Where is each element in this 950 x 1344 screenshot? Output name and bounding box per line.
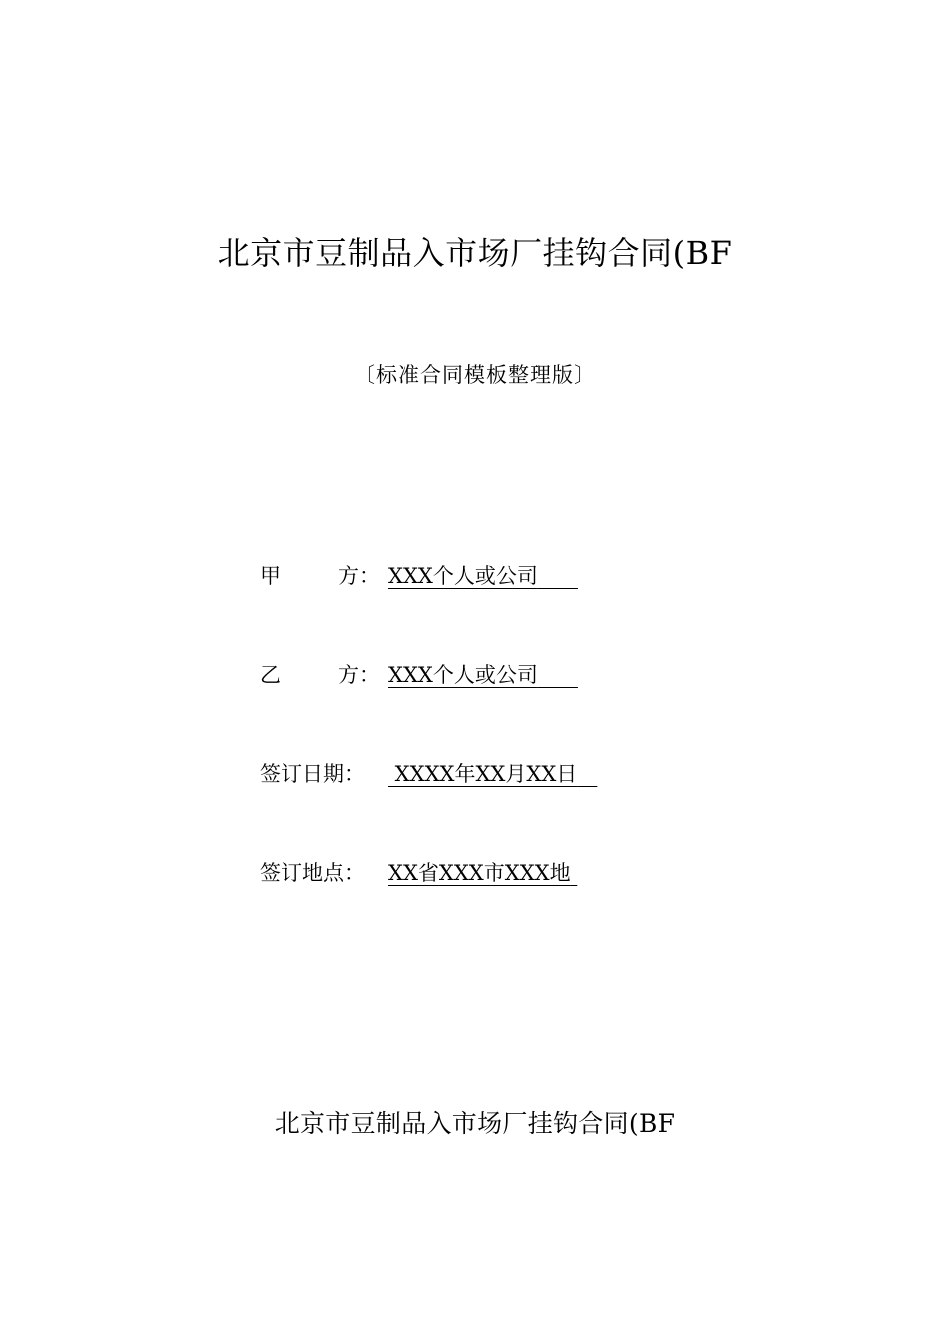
- party-a-label-char: 甲: [260, 564, 281, 588]
- footer-title: 北京市豆制品入市场厂挂钩合同(BF: [274, 1109, 676, 1138]
- party-a-value: [388, 559, 578, 593]
- party-a-field: [260, 559, 578, 593]
- signing-date-value-text: XXXX年XX月XX日: [388, 762, 578, 786]
- signing-date-field: [260, 757, 597, 791]
- document-title: 北京市豆制品入市场厂挂钩合同(BF: [217, 234, 733, 272]
- party-b-value: [388, 658, 578, 692]
- signing-date-blank: [577, 762, 597, 786]
- signing-place-value-text: XX省XXX市XXX地: [388, 861, 571, 885]
- party-b-label-char: 乙: [260, 663, 281, 687]
- party-b-value-text: XXX个人或公司: [388, 663, 538, 687]
- signing-date-value: [388, 757, 597, 791]
- party-a-label: [260, 559, 388, 593]
- party-b-label: [260, 658, 388, 692]
- party-b-blank: [538, 663, 578, 687]
- signing-place-value: [388, 856, 577, 890]
- signing-date-label: 签订日期：: [260, 762, 365, 786]
- signing-place-blank: [571, 861, 578, 885]
- signing-place-label: 签订地点：: [260, 861, 365, 885]
- signing-place-field: [260, 856, 577, 890]
- party-b-label-suffix: 方：: [338, 663, 380, 687]
- party-a-blank: [538, 564, 578, 588]
- party-b-field: [260, 658, 578, 692]
- party-a-label-suffix: 方：: [338, 564, 380, 588]
- party-a-value-text: XXX个人或公司: [388, 564, 538, 588]
- document-subtitle: 〔标准合同模板整理版〕: [354, 363, 596, 387]
